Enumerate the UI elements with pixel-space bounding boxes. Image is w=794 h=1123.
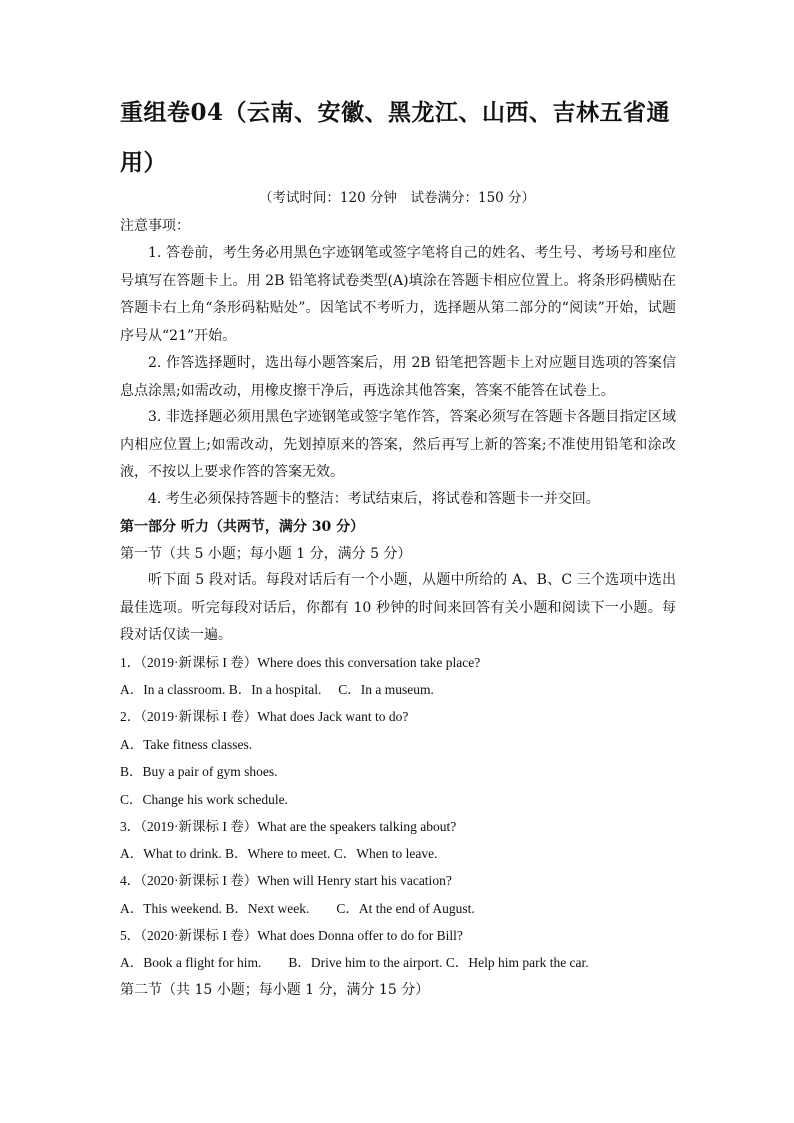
question-4: 4．（2020·新课标 I 卷）When will Henry start his vacation? — [120, 873, 452, 888]
question-4-options: A．This weekend. B．Next week. C．At the end of August. — [120, 901, 475, 916]
question-2: 2．（2019·新课标 I 卷）What does Jack want to do? — [120, 709, 409, 724]
exam-info: （考试时间：120 分钟 试卷满分：150 分） — [258, 190, 536, 206]
question-1-options: A．In a classroom. B．In a hospital. C．In a museum. — [120, 682, 434, 697]
note-item-2: 2. 作答选择题时，选出每小题答案后，用 2B 铅笔把答题卡上对应题目选项的答案信息点涂黑;如需改动，用橡皮擦干净后，再选涂其他答案，答案不能答在试卷上。 — [120, 355, 676, 399]
question-1: 1．（2019·新课标 I 卷）Where does this conversation take place? — [120, 655, 481, 670]
section1-instructions: 听下面 5 段对话。每段对话后有一个小题，从题中所给的 A、B、C 三个选项中选出最佳选项。听完每段对话后，你都有 10 秒钟的时间来回答有关小题和阅读下一小题。每段对话仅读一遍。 — [120, 572, 676, 643]
question-3-options: A．What to drink. B．Where to meet. C．When to leave. — [120, 846, 438, 861]
note-item-1: 1. 答卷前，考生务必用黑色字迹钢笔或签字笔将自己的姓名、考生号、考场号和座位号填写在答题卡上。用 2B 铅笔将试卷类型(A)填涂在答题卡相应位置上。将条形码横贴在答题卡右上角“条形码粘贴处”。因笔试不考听力，选择题从第二部分的“阅读”开始，试题序号从“21”开始。 — [120, 245, 676, 344]
part1-heading: 第一部分 听力（共两节，满分 30 分） — [120, 519, 365, 535]
note-item-3: 3. 非选择题必须用黑色字迹钢笔或签字笔作答，答案必须写在答题卡各题目指定区域内相应位置上;如需改动，先划掉原来的答案，然后再写上新的答案;不准使用铅笔和涂改液，不按以上要求作答的答案无效。 — [120, 409, 676, 480]
question-3: 3．（2019·新课标 I 卷）What are the speakers talking about? — [120, 819, 457, 834]
section1-heading: 第一节（共 5 小题；每小题 1 分，满分 5 分） — [120, 546, 412, 562]
notes-heading: 注意事项： — [120, 218, 190, 234]
page-title: 重组卷04（云南、安徽、黑龙江、山西、吉林五省通用） — [120, 99, 671, 176]
question-5-options: A．Book a flight for him. B．Drive him to the airport. C．Help him park the car. — [120, 955, 589, 970]
question-5: 5．（2020·新课标 I 卷）What does Donna offer to do for Bill? — [120, 928, 463, 943]
note-item-4: 4. 考生必须保持答题卡的整洁：考试结束后，将试卷和答题卡一并交回。 — [148, 491, 600, 507]
question-2-option-a: A．Take fitness classes. — [120, 737, 253, 752]
section2-heading: 第二节（共 15 小题；每小题 1 分，满分 15 分） — [120, 982, 430, 998]
question-2-option-b: B．Buy a pair of gym shoes. — [120, 764, 278, 779]
question-2-option-c: C．Change his work schedule. — [120, 792, 288, 807]
